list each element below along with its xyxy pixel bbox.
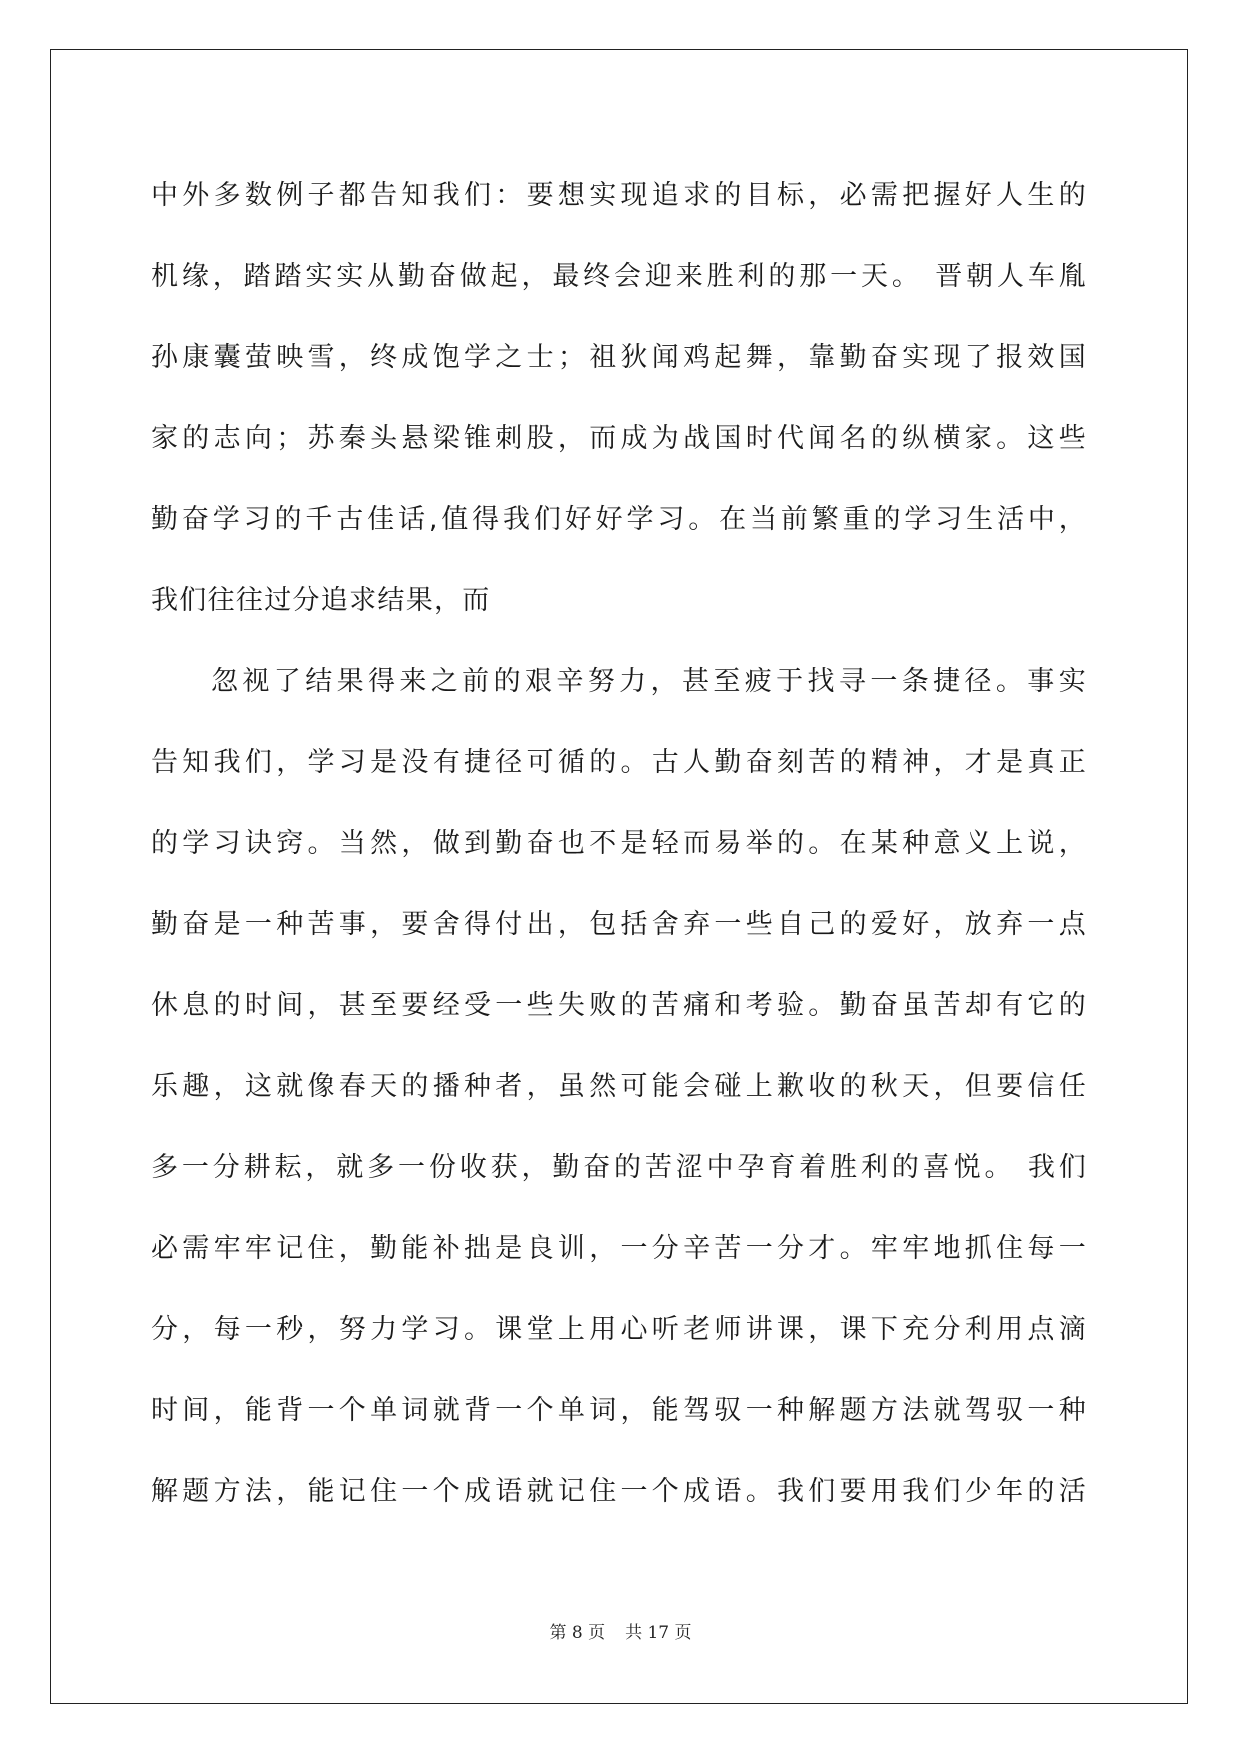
paragraph-first-line: 忽视了结果得来之前的艰辛努力，甚至疲于找寻一条捷径。事实 <box>211 666 1087 697</box>
text-line: 的学习诀窍。当然，做到勤奋也不是轻而易举的。在某种意义上说， <box>151 828 1087 859</box>
text-line: 机缘，踏踏实实从勤奋做起，最终会迎来胜利的那一天。 晋朝人车胤 <box>151 261 1087 292</box>
text-line: 勤奋学习的千古佳话,值得我们好好学习。在当前繁重的学习生活中， <box>151 504 1087 535</box>
text-line: 乐趣，这就像春天的播种者，虽然可能会碰上歉收的秋天，但要信任 <box>151 1071 1087 1102</box>
document-body <box>151 155 1087 1532</box>
text-line: 必需牢牢记住，勤能补拙是良训，一分辛苦一分才。牢牢地抓住每一 <box>151 1233 1087 1264</box>
text-line: 休息的时间，甚至要经受一些失败的苦痛和考验。勤奋虽苦却有它的 <box>151 990 1087 1021</box>
text-line: 时间，能背一个单词就背一个单词，能驾驭一种解题方法就驾驭一种 <box>151 1395 1087 1426</box>
text-line: 中外多数例子都告知我们：要想实现追求的目标，必需把握好人生的 <box>151 180 1087 211</box>
text-line: 分，每一秒，努力学习。课堂上用心听老师讲课，课下充分利用点滴 <box>151 1314 1087 1345</box>
text-line: 孙康囊萤映雪，终成饱学之士；祖狄闻鸡起舞，靠勤奋实现了报效国 <box>151 342 1087 373</box>
page-total: 共 17 页 <box>625 1623 692 1643</box>
text-line: 家的志向；苏秦头悬梁锥刺股，而成为战国时代闻名的纵横家。这些 <box>151 423 1087 454</box>
page-footer <box>0 1618 1241 1643</box>
page-number: 第 8 页 <box>549 1623 606 1643</box>
text-line: 解题方法，能记住一个成语就记住一个成语。我们要用我们少年的活 <box>151 1476 1087 1507</box>
text-line: 我们往往过分追求结果，而 <box>151 585 491 616</box>
text-line: 多一分耕耘，就多一份收获，勤奋的苦涩中孕育着胜利的喜悦。 我们 <box>151 1152 1087 1183</box>
text-line: 勤奋是一种苦事，要舍得付出，包括舍弃一些自己的爱好，放弃一点 <box>151 909 1087 940</box>
text-line: 告知我们，学习是没有捷径可循的。古人勤奋刻苦的精神，才是真正 <box>151 747 1087 778</box>
